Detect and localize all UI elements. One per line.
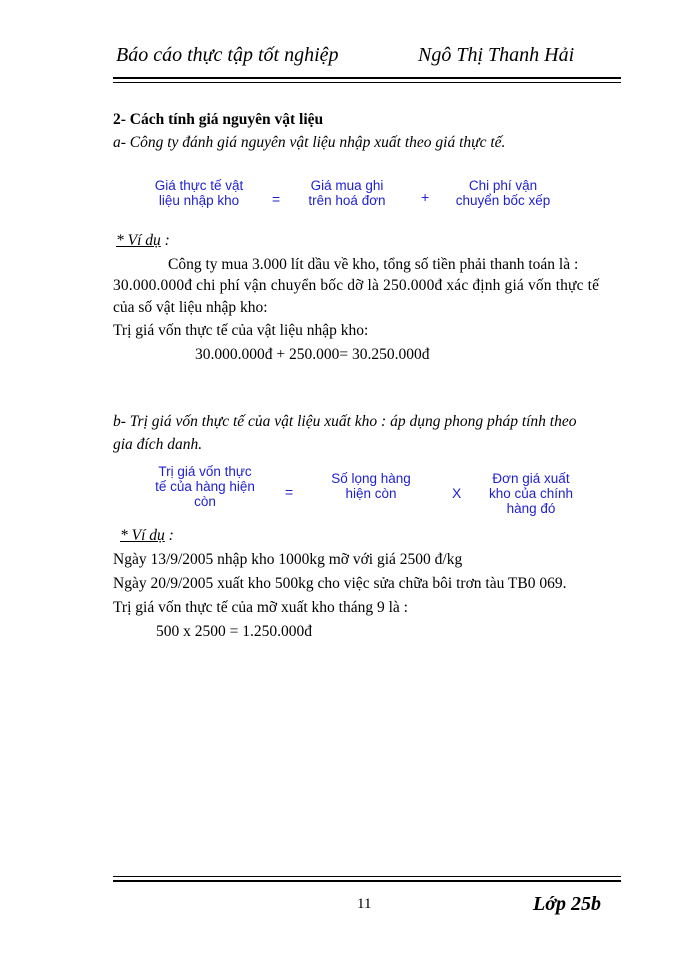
- formula1-left-line2: liệu nhập kho: [158, 193, 240, 208]
- section-b-line2: gia đích danh.: [113, 436, 203, 453]
- example1-label: * Ví dụ: [116, 232, 161, 249]
- formula2-left: [146, 464, 264, 509]
- section-heading: 2- Cách tính giá nguyên vật liệu: [113, 111, 324, 128]
- formula2-times: X: [452, 485, 462, 501]
- example1-label-wrap: [116, 232, 170, 250]
- formula1-right-line2: chuyển bốc xếp: [455, 193, 551, 208]
- example2-line3: Trị giá vốn thực tế của mỡ xuất kho tháng 9 là :: [113, 599, 408, 616]
- formula2-left-line3: còn: [194, 494, 216, 509]
- formula1-plus: +: [421, 189, 430, 205]
- example1-line3: của số vật liệu nhập kho:: [113, 299, 268, 316]
- example2-line2: Ngày 20/9/2005 xuất kho 500kg cho việc sửa chữa bôi trơn tàu TB0 069.: [113, 575, 567, 592]
- formula1-left-line1: Giá thực tế vật: [154, 178, 244, 193]
- formula2-mid-line1: Số lọng hàng: [331, 471, 411, 486]
- example1-line4: Trị giá vốn thực tế của vật liệu nhập kho:: [113, 322, 369, 339]
- example2-calc: 500 x 2500 = 1.250.000đ: [156, 623, 312, 640]
- example1-line1: Công ty mua 3.000 lít dầu về kho, tổng số tiền phải thanh toán là :: [168, 256, 579, 273]
- formula1-middle: [296, 178, 398, 208]
- formula1-mid-line2: trên hoá đơn: [308, 193, 386, 208]
- formula1-right-line1: Chi phí vận: [468, 178, 538, 193]
- formula2-right-line1: Đơn giá xuất: [492, 471, 570, 486]
- footer-rule-top: [113, 876, 621, 877]
- example2-label-wrap: [120, 527, 174, 545]
- formula2-equals: =: [285, 484, 294, 500]
- formula2-right-line3: hàng đó: [506, 501, 556, 516]
- example1-colon: :: [160, 232, 170, 249]
- section-a-text: a- Công ty đánh giá nguyên vật liệu nhập xuất theo giá thực tế.: [113, 134, 506, 151]
- formula2-left-line1: Trị giá vốn thực: [158, 464, 252, 479]
- example2-label: * Ví dụ: [120, 527, 165, 544]
- formula2-right: [476, 471, 586, 516]
- formula2-right-line2: kho của chính: [488, 486, 574, 501]
- example2-line1: Ngày 13/9/2005 nhập kho 1000kg mỡ với giá 2500 đ/kg: [113, 551, 463, 568]
- footer-rule-bottom: [113, 880, 621, 882]
- header-right: Ngô Thị Thanh Hải: [418, 44, 575, 66]
- formula1-equals: =: [272, 191, 281, 207]
- formula2-middle: [316, 471, 426, 501]
- example1-line2: 30.000.000đ chi phí vận chuyển bốc dỡ là 250.000đ xác định giá vốn thực tế: [113, 277, 600, 294]
- formula2-left-line2: tế của hàng hiện: [155, 479, 255, 494]
- header-rule-top: [113, 77, 621, 79]
- formula1-right: [444, 178, 562, 208]
- section-b-line1: b- Trị giá vốn thực tế của vật liệu xuất kho : áp dụng phong pháp tính theo: [113, 413, 577, 430]
- example1-calc: 30.000.000đ + 250.000= 30.250.000đ: [195, 346, 430, 363]
- example2-colon: :: [164, 527, 174, 544]
- formula1-left: [140, 178, 258, 208]
- formula2-mid-line2: hiện còn: [345, 486, 397, 501]
- page-number: 11: [357, 896, 372, 912]
- footer-class: Lớp 25b: [533, 893, 601, 915]
- formula1-mid-line1: Giá mua ghi: [310, 178, 384, 193]
- header-left: Báo cáo thực tập tốt nghiệp: [116, 44, 339, 66]
- header-rule-bottom: [113, 82, 621, 83]
